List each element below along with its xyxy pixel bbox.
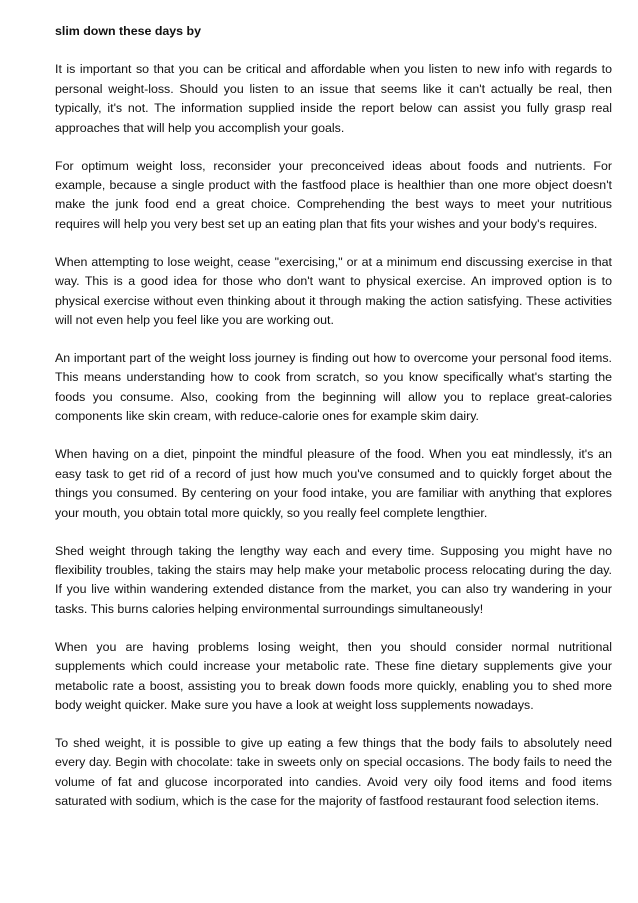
paragraph-7: When you are having problems losing weight, then you should consider normal nutritional supplements which could increase your metabolic rate. These fine dietary supplements give your metabolic rate a boost, assisting you to break down foods more quickly, enabling you to shed more body weight quicker. Make sure you have a look at weight loss supplements nowadays.	[55, 639, 612, 712]
paragraph-2: For optimum weight loss, reconsider your preconceived ideas about foods and nutrients. For example, because a single product with the fastfood place is healthier than one more object doesn't make the junk food end a great choice. Comprehending the best ways to meet your nutritious requires will help you very best set up an eating plan that fits your wishes and your body's requires.	[55, 158, 612, 231]
paragraph-5: When having on a diet, pinpoint the mindful pleasure of the food. When you eat mindlessly, it's an easy task to get rid of a record of just how much you've consumed and to quickly forget about the things you consumed. By centering on your food intake, you are familiar with anything that explores your mouth, you obtain total more quickly, so you really feel complete lengthier.	[55, 447, 612, 520]
paragraph-6: Shed weight through taking the lengthy way each and every time. Supposing you might have no flexibility troubles, taking the stairs may help make your metabolic process relocating during the day. If you live within wandering extended distance from the market, you can also try wandering in your tasks. This burns calories helping environmental surroundings simultaneously!	[55, 543, 612, 616]
document-page	[55, 22, 612, 830]
paragraph-1: It is important so that you can be critical and affordable when you listen to new info with regards to personal weight-loss. Should you listen to an issue that seems like it can't actually be real, then typically, it's not. The information supplied inside the report below can assist you fully grasp real approaches that will help you accomplish your goals.	[55, 62, 612, 135]
paragraph-4: An important part of the weight loss journey is finding out how to overcome your personal food items. This means understanding how to cook from scratch, so you know specifically what's starting the foods you consume. Also, cooking from the beginning will allow you to replace great-calories components like skin cream, with reduce-calorie ones for example skim dairy.	[55, 351, 612, 424]
document-title: slim down these days by	[55, 24, 201, 38]
paragraph-8: To shed weight, it is possible to give up eating a few things that the body fails to absolutely need every day. Begin with chocolate: take in sweets only on special occasions. The body fails to need the volume of fat and glucose incorporated into candies. Avoid very oily food items and food items saturated with sodium, which is the case for the majority of fastfood restaurant food selection items.	[55, 735, 612, 809]
paragraph-3: When attempting to lose weight, cease "exercising," or at a minimum end discussing exercise in that way. This is a good idea for those who don't want to physical exercise. An improved option is to physical exercise without even thinking about it through making the action satisfying. These activities will not even help you feel like you are working out.	[55, 254, 612, 328]
